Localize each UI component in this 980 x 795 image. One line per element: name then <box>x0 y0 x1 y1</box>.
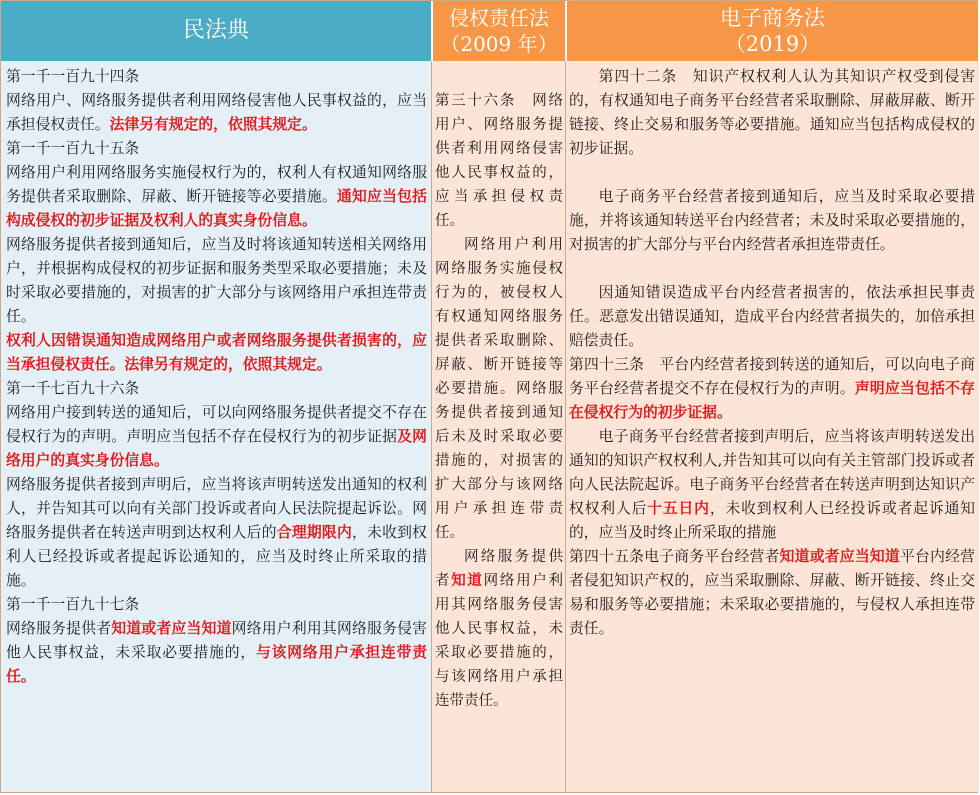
article-42-para3: 因通知错误造成平台内经营者损害的，依法承担民事责任。恶意发出错误通知，造成平台内经营者损失的，加倍承担赔偿责任。 <box>569 284 975 349</box>
article-1197-highlight2: 与该网络用户承担连带责任。 <box>6 644 427 685</box>
article-1195-para3: 权利人因错误通知造成网络用户或者网络服务提供者损害的，应当承担侵权责任。法律另有规定的，依照其规定。 <box>6 332 427 373</box>
article-43-body2: 电子商务平台经营者接到声明后，应当将该声明转送发出通知的知识产权权利人,并告知其可以向有关主管部门投诉或者向人民法院起诉。电子商务平台经营者在转送声明到达知识产权权利人后 <box>569 428 975 517</box>
article-1195-title: 第一千一百九十五条 <box>6 140 140 157</box>
article-45-text <box>569 545 975 641</box>
article-1197-text <box>6 617 427 689</box>
article-1196-para2 <box>6 473 427 593</box>
article-43-body3: ，未收到权利人已经投诉或者起诉通知的，应当及时终止所采取的措施 <box>569 500 975 541</box>
article-1196-highlight: 及网络用户的真实身份信息。 <box>6 428 427 469</box>
article-1196-body2: 网络服务提供者接到声明后，应当将该声明转送发出通知的权利人，并告知其可以向有关部门投诉或者向人民法院提起诉讼。网络服务提供者在转送声明到达权利人后的 <box>6 476 427 541</box>
article-43-para1 <box>569 353 975 425</box>
ecommerce-law-column <box>566 61 979 792</box>
article-1196-title: 第一千七百九十六条 <box>6 380 140 397</box>
header-tort-law-title: 侵权责任法 <box>449 6 549 30</box>
article-45-body: 第四十五条电子商务平台经营者 <box>569 548 780 565</box>
article-42-para2: 电子商务平台经营者接到通知后，应当及时采取必要措施，并将该通知转送平台内经营者；未及时采取必要措施的，对损害的扩大部分与平台内经营者承担连带责任。 <box>569 188 975 253</box>
article-1196-para1 <box>6 401 427 473</box>
article-1195-para2: 网络服务提供者接到通知后，应当及时将该通知转送相关网络用户，并根据构成侵权的初步证据和服务类型采取必要措施；未及时采取必要措施的，对损害的扩大部分与该网络用户承担连带责任。 <box>6 236 427 325</box>
article-1195-para1 <box>6 161 427 233</box>
article-36-para1: 第三十六条 网络用户、网络服务提供者利用网络侵害他人民事权益的，应当承担侵权责任。 <box>435 93 563 229</box>
article-43-highlight2: 十五日内 <box>647 500 710 517</box>
header-ecommerce-law-title: 电子商务法 <box>720 6 825 30</box>
header-tort-law-year: （2009 年） <box>440 32 558 56</box>
article-36-body2: 网络用户利用其网络服务侵害他人民事权益，未采取必要措施的，与该网络用户承担连带责任。 <box>435 573 564 709</box>
article-42-para1: 第四十二条 知识产权权利人认为其知识产权受到侵害的，有权通知电子商务平台经营者采取删除、屏蔽屏蔽、断开链接、终止交易和服务等必要措施。通知应当包括构成侵权的初步证据。 <box>569 68 975 157</box>
article-1196-body: 网络用户接到转送的通知后，可以向网络服务提供者提交不存在侵权行为的声明。声明应当包括不存在侵权行为的初步证据 <box>6 404 427 445</box>
civil-code-column <box>1 61 432 792</box>
article-43-body: 第四十三条 平台内经营者接到转送的通知后，可以向电子商务平台经营者提交不存在侵权行为的声明。 <box>569 356 975 397</box>
article-1194-body: 网络用户、网络服务提供者利用网络侵害他人民事权益的，应当承担侵权责任。 <box>6 92 427 133</box>
article-1194-text <box>6 89 427 137</box>
article-45-highlight: 知道或者应当知道 <box>779 548 900 565</box>
header-ecommerce-law <box>567 1 978 61</box>
article-1197-body: 网络服务提供者 <box>6 620 112 637</box>
article-36-para2: 网络用户利用网络服务实施侵权行为的，被侵权人有权通知网络服务提供者采取删除、屏蔽、断开链接等必要措施。网络服务提供者接到通知后未及时采取必要措施的，对损害的扩大部分与该网络用户承担连带责任。 <box>435 237 563 541</box>
article-45-body2: 平台内经营者侵犯知识产权的，应当采取删除、屏蔽、断开链接、终止交易和服务等必要措施；未采取必要措施的，与侵权人承担连带责任。 <box>569 548 975 637</box>
tort-law-column <box>432 61 566 792</box>
article-1194-title: 第一千一百九十四条 <box>6 68 140 85</box>
article-43-highlight: 声明应当包括不存在侵权行为的初步证据。 <box>569 380 975 421</box>
article-36-highlight: 知道 <box>451 572 484 589</box>
article-1197-title: 第一千一百九十七条 <box>6 596 140 613</box>
header-civil-code <box>1 1 433 61</box>
article-1195-body: 网络用户利用网络服务实施侵权行为的，权利人有权通知网络服务提供者采取删除、屏蔽、断开链接等必要措施。 <box>6 164 427 205</box>
article-1194-highlight: 法律另有规定的，依照其规定。 <box>109 116 317 133</box>
header-tort-law <box>433 1 567 61</box>
article-1196-highlight2: 合理期限内 <box>276 524 352 541</box>
header-civil-code-title: 民法典 <box>182 18 249 43</box>
article-43-para2 <box>569 425 975 545</box>
header-ecommerce-law-year: （2019） <box>724 32 821 56</box>
article-36-body: 网络服务提供者 <box>435 549 563 589</box>
article-1195-highlight: 通知应当包括构成侵权的初步证据及权利人的真实身份信息。 <box>6 188 427 229</box>
article-1197-body2: 网络用户利用其网络服务侵害他人民事权益，未采取必要措施的， <box>6 620 427 661</box>
article-1197-highlight: 知道或者应当知道 <box>111 620 232 637</box>
article-1196-body3: ，未收到权利人已经投诉或者提起诉讼通知的，应当及时终止所采取的措施。 <box>6 524 427 589</box>
article-36-para3 <box>435 545 563 713</box>
